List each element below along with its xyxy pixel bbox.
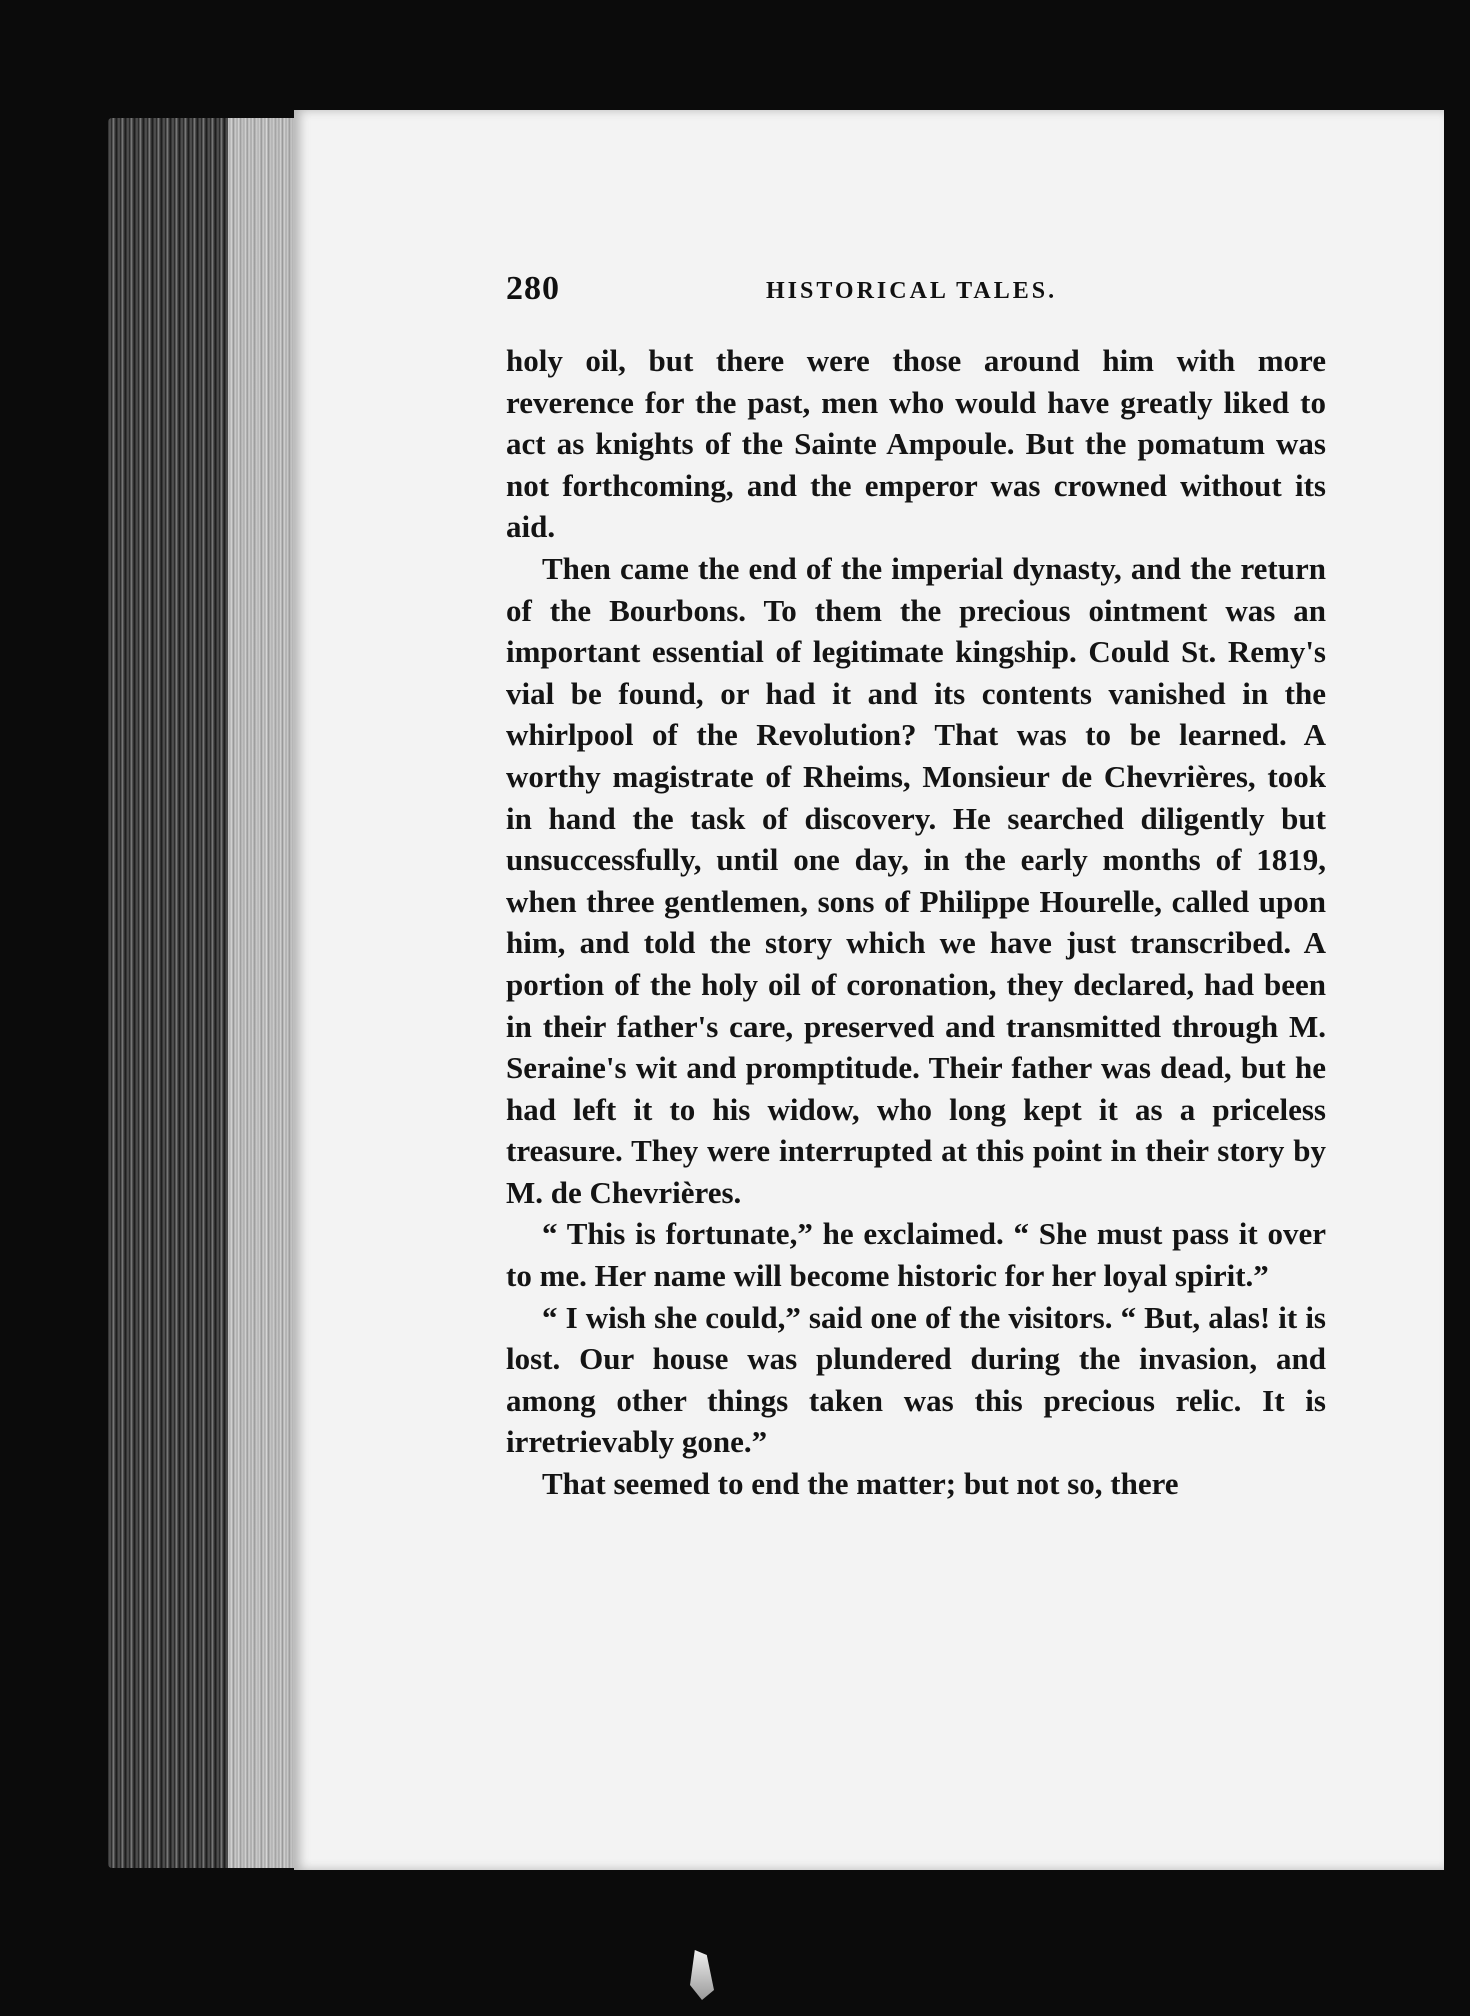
paragraph: That seemed to end the matter; but not so, there <box>542 1466 1179 1502</box>
page-number: 280 <box>506 270 560 307</box>
paragraph: “ I wish she could,” said one of the visitors. “ But, alas! it is lost. Our house was plundered during the invasion, and among other things taken was this precious relic. It is irretrievably gone.” <box>506 1299 1326 1460</box>
book-page-edges <box>108 118 298 1868</box>
page-tab-mark <box>690 1950 714 2000</box>
page-sheet <box>294 110 1444 1870</box>
body-text <box>506 340 1326 1505</box>
page-header <box>506 270 1366 330</box>
running-head: HISTORICAL TALES. <box>766 278 1058 304</box>
paragraph: Then came the end of the imperial dynasty, and the return of the Bourbons. To them the precious ointment was an important essential of legitimate kingship. Could St. Remy's vial be found, or had it and its contents vanished in the whirlpool of the Revolution? That was to be learned. A worthy magistrate of Rheims, Monsieur de Chevrières, took in hand the task of discovery. He searched diligently but unsuccessfully, until one day, in the early months of 1819, when three gentlemen, sons of Philippe Hourelle, called upon him, and told the story which we have just transcribed. A portion of the holy oil of coronation, they declared, had been in their father's care, preserved and transmitted through M. Seraine's wit and promptitude. Their father was dead, but he had left it to his widow, who long kept it as a priceless treasure. They were interrupted at this point in their story by M. de Chevrières. <box>506 550 1326 1210</box>
paragraph: “ This is fortunate,” he exclaimed. “ She must pass it over to me. Her name will become historic for her loyal spirit.” <box>506 1216 1326 1294</box>
paragraph: holy oil, but there were those around him with more reverence for the past, men who would have greatly liked to act as knights of the Sainte Ampoule. But the pomatum was not forthcoming, and the emperor was crowned without its aid. <box>506 343 1326 545</box>
